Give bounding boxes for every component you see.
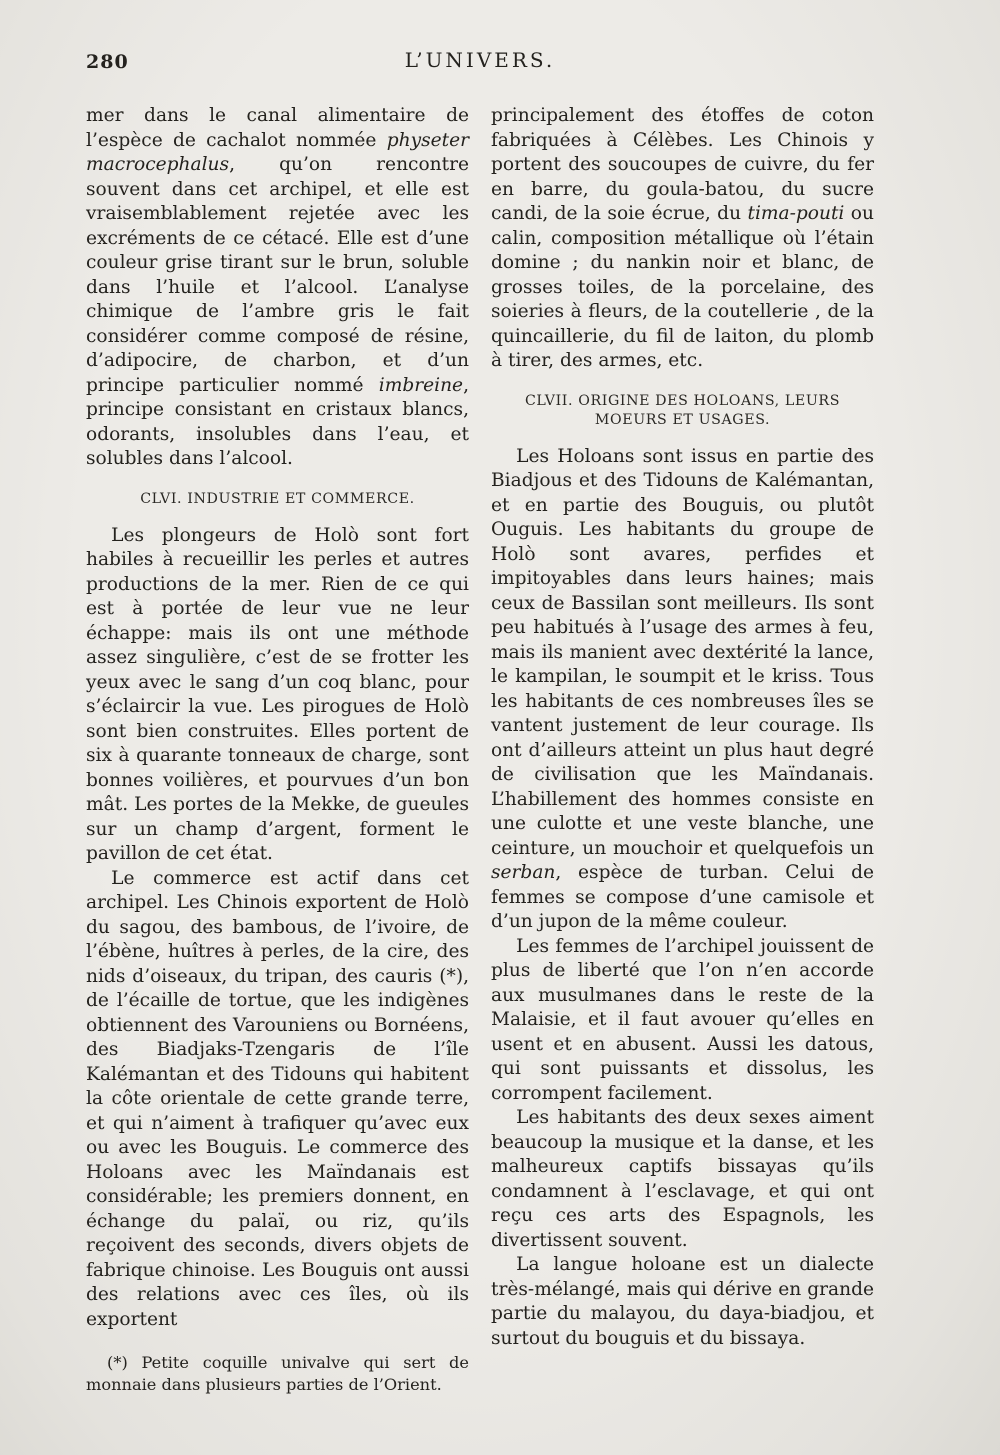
paragraph: Les habitants des deux sexes aiment beaucoup la musique et la danse, et les malheureux captifs bissayas qu’ils condamnent à l’esclavage, et qui ont reçu ces arts des Espagnols, les divertissent souvent.	[491, 1107, 874, 1251]
left-column	[86, 104, 469, 1395]
section-heading: CLVII. ORIGINE DES HOLOANS, LEURS MOEURS ET USAGES.	[524, 392, 841, 428]
page-content	[86, 46, 874, 1395]
paragraph: La langue holoane est un dialecte très-mélangé, mais qui dérive en grande partie du malayou, du daya-biadjou, et surtout du bouguis et du bissaya.	[491, 1254, 874, 1349]
paragraph: Le commerce est actif dans cet archipel. Les Chinois exportent de Holò du sagou, des bambous, de l’ivoire, de l’ébène, huîtres à perles, de la cire, des nids d’oiseaux, du tripan, des cauris (*), de l’écaille de tortue, que les indigènes obtiennent des Varouniens ou Bornéens, des Biadjaks-Tzengaris de l’île Kalémantan et des Tidouns qui habitent la côte orientale de cette grande terre, et qui n’aiment à trafiquer qu’avec eux ou avec les Bouguis. Le commerce des Holoans avec les Maïndanais est considérable; les premiers donnent, en échange du palaï, ou riz, qu’ils reçoivent des seconds, divers objets de fabrique chinoise. Les Bouguis ont aussi des relations avec ces îles, où ils exportent	[86, 867, 469, 1330]
page-number: 280	[86, 51, 129, 73]
paragraph: Les plongeurs de Holò sont fort habiles à recueillir les perles et autres productions de la mer. Rien de ce qui est à portée de leur vue ne leur échappe: mais ils ont une méthode assez singulière, c’est de se frotter les yeux avec le sang d’un coq blanc, pour s’éclaircir la vue. Les pirogues de Holò sont bien construites. Elles portent de six à quarante tonneaux de charge, sont bonnes voilières, et pourvues d’un bon mât. Les portes de la Mekke, de gueules sur un champ d’argent, forment le pavillon de cet état.	[86, 524, 469, 864]
paragraph: principalement des étoffes de coton fabriquées à Célèbes. Les Chinois y portent des soucoupes de cuivre, du fer en barre, du goula-batou, du sucre candi, de la soie écrue, du tima-pouti ou calin, composition métallique où l’étain domine ; du nankin noir et blanc, de grosses toiles, de la porcelaine, des soieries à fleurs, de la coutellerie , de la quincaillerie, du fil de laiton, du plomb à tirer, des armes, etc.	[491, 105, 874, 371]
text-columns	[86, 104, 874, 1395]
paragraph: Les femmes de l’archipel jouissent de plus de liberté que l’on n’en accorde aux musulmanes dans le reste de la Malaisie, et il faut avouer qu’elles en usent et en abusent. Aussi les datous, qui sont puissants et dissolus, les corrompent facilement.	[491, 935, 874, 1104]
footnote: (*) Petite coquille univalve qui sert de monnaie dans plusieurs parties de l’Orient.	[86, 1353, 469, 1394]
page-header	[86, 46, 874, 82]
paragraph: mer dans le canal alimentaire de l’espèce de cachalot nommée physeter macrocephalus, qu’on rencontre souvent dans cet archipel, et elle est vraisemblablement rejetée avec les excréments de ce cétacé. Elle est d’une couleur grise tirant sur le brun, soluble dans l’huile et l’alcool. L’analyse chimique de l’ambre gris le fait considérer comme composé de résine, d’adipocire, de charbon, et d’un principe particulier nommé imbreine, principe consistant en cristaux blancs, odorants, insolubles dans l’eau, et solubles dans l’alcool.	[86, 105, 469, 469]
section-heading: CLVI. INDUSTRIE ET COMMERCE.	[140, 490, 415, 507]
paragraph: Les Holoans sont issus en partie des Biadjous et des Tidouns de Kalémantan, et en partie des Bouguis, ou plutôt Ouguis. Les habitants du groupe de Holò sont avares, perfides et impitoyables dans leurs haines; mais ceux de Bassilan sont meilleurs. Ils sont peu habitués à l’usage des armes à feu, mais ils manient avec dextérité la lance, le kampilan, le soumpit et le kriss. Tous les habitants de ces nombreuses îles se vantent justement de leur courage. Ils ont d’ailleurs atteint un plus haut degré de civilisation que les Maïndanais. L’habillement des hommes consiste en une culotte et une veste blanche, une ceinture, un mouchoir et quelquefois un serban, espèce de turban. Celui de femmes se compose d’une camisole et d’un jupon de la même couleur.	[491, 445, 874, 932]
page-title: L’UNIVERS.	[404, 48, 556, 72]
right-column	[491, 104, 874, 1395]
